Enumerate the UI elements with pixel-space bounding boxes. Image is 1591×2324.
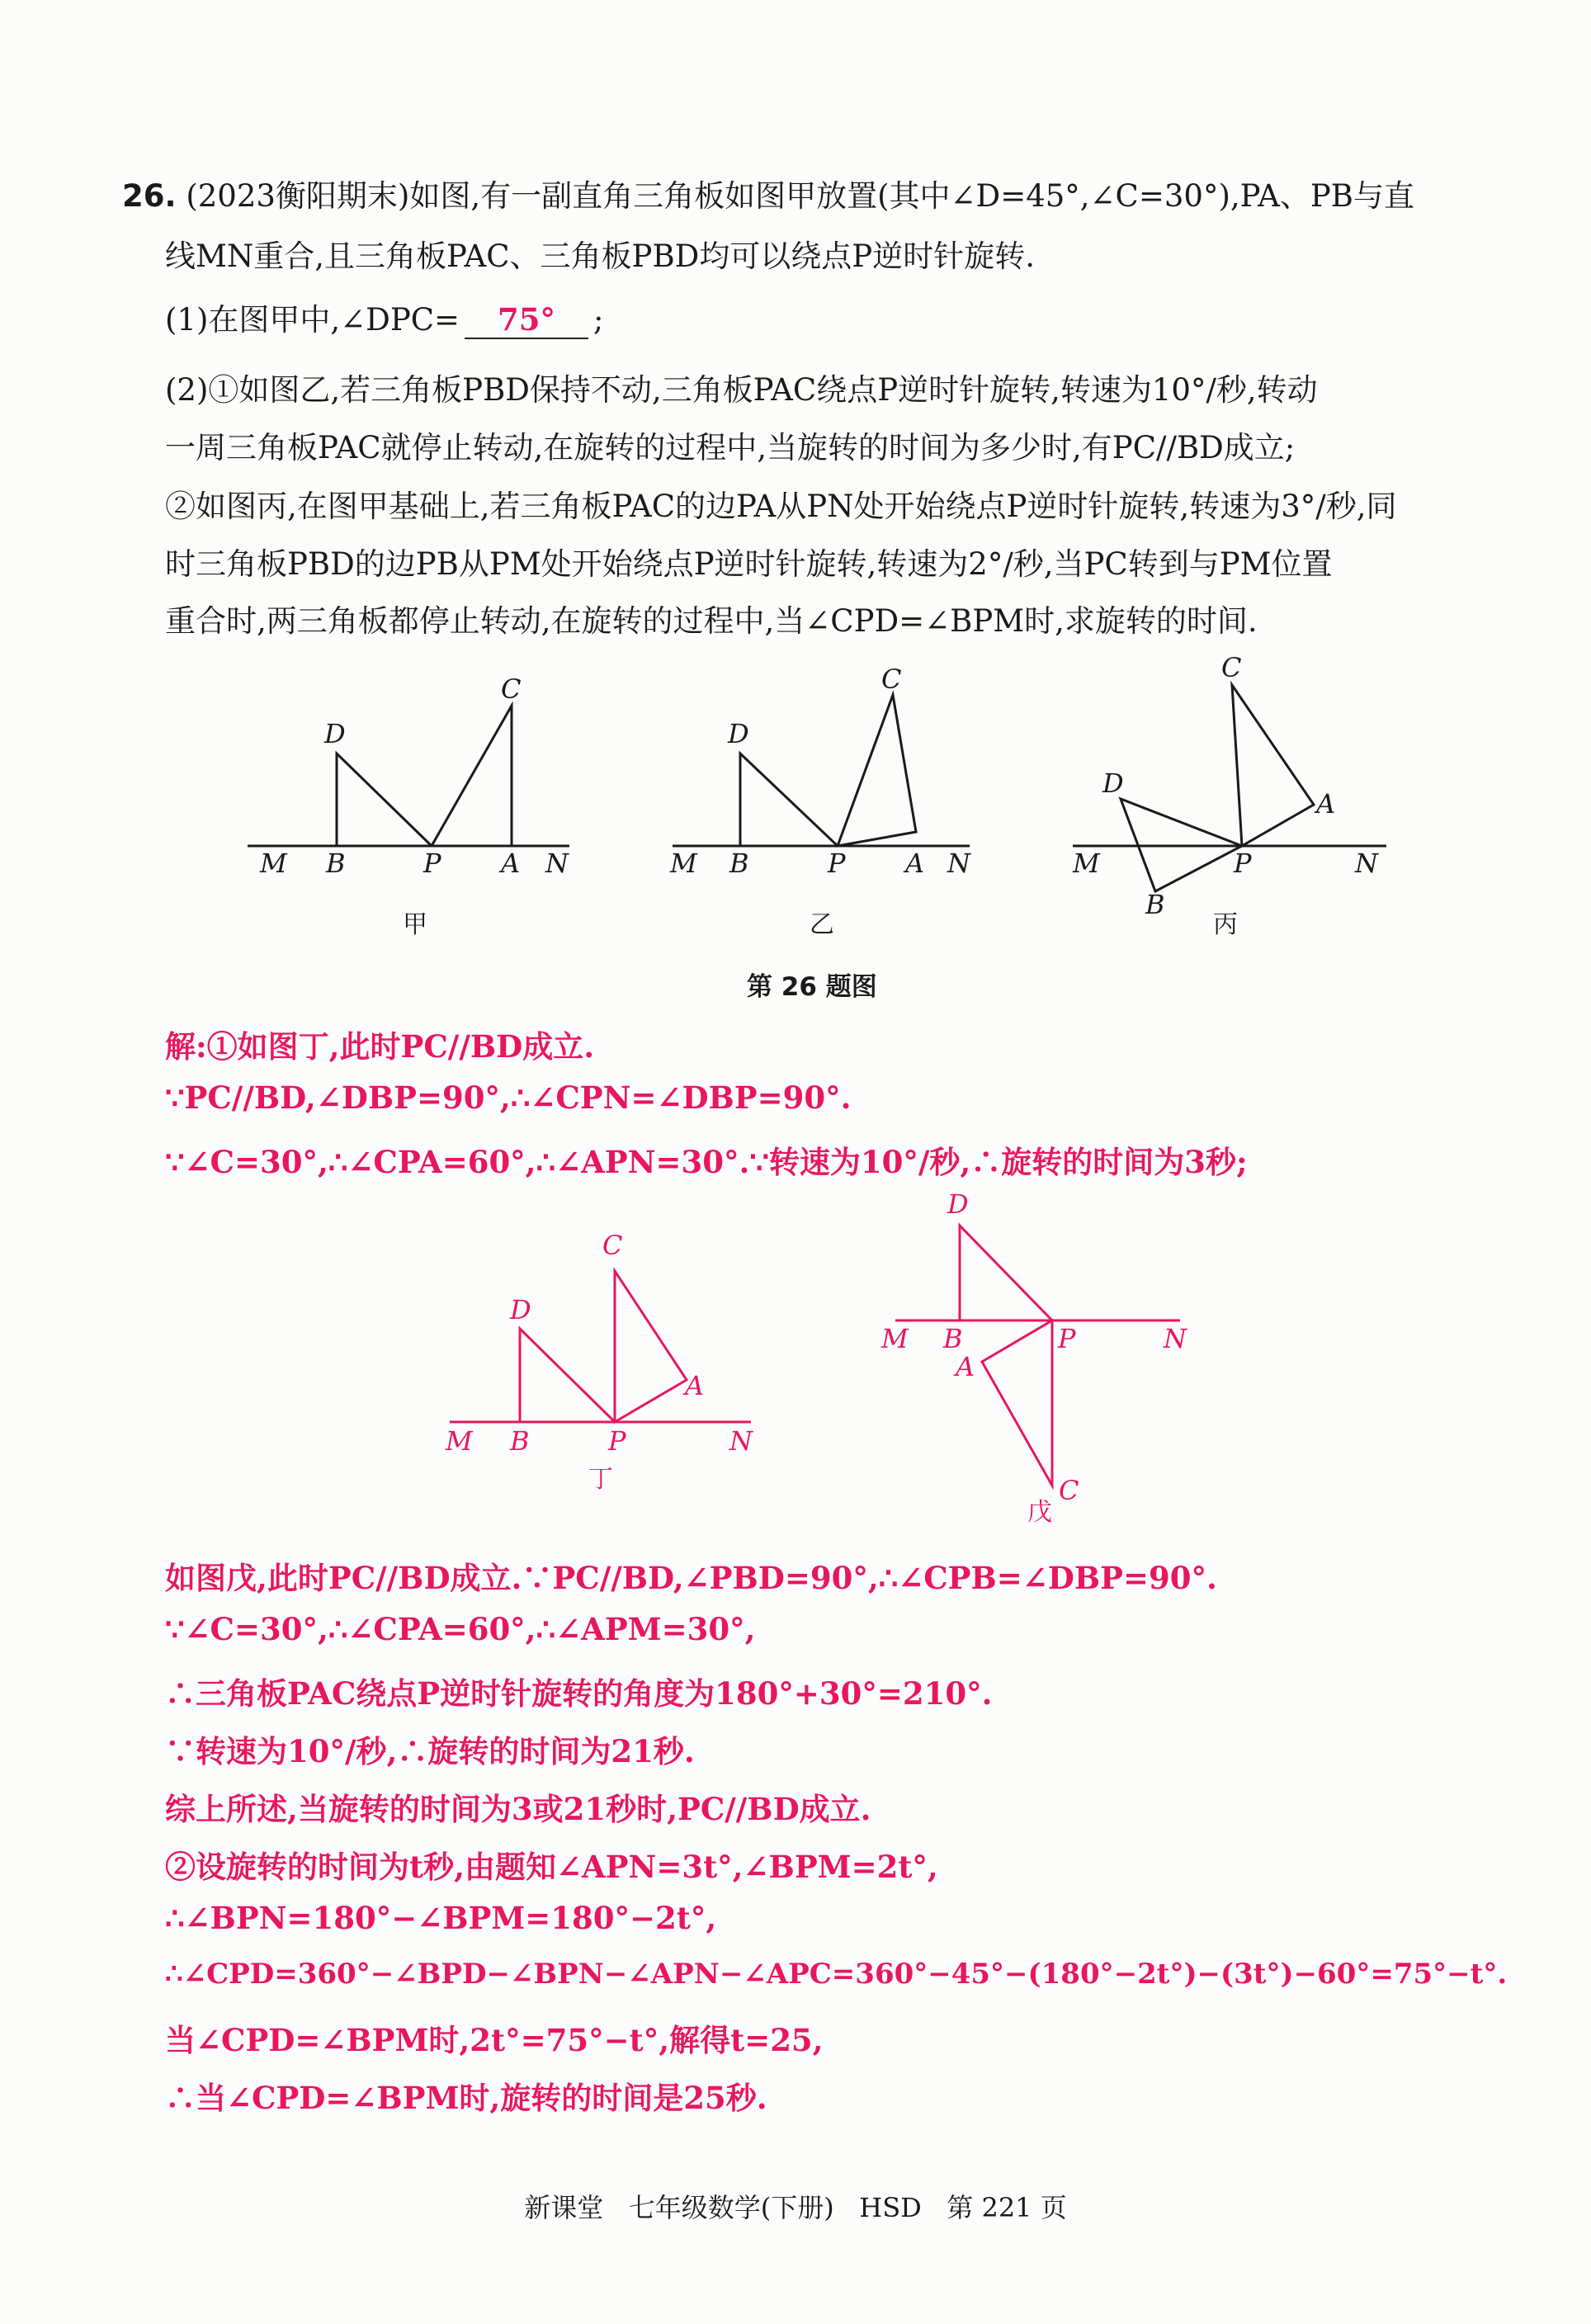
solution-line-4: 如图戊,此时PC//BD成立.∵PC//BD,∠PBD=90°,∴∠CPB=∠DBP=90°. bbox=[165, 1560, 1217, 1596]
fig-wu-label-d: D bbox=[947, 1188, 969, 1220]
fig-ding-label-d: D bbox=[510, 1294, 531, 1325]
fig-wu-label-c: C bbox=[1059, 1475, 1079, 1506]
solution-line-10: ∴∠BPN=180°−∠BPM=180°−2t°, bbox=[165, 1900, 717, 1936]
fig-ding-label-c: C bbox=[602, 1230, 623, 1261]
fig-jia-triangle-pbd bbox=[337, 753, 432, 846]
fig-yi-label-m: M bbox=[670, 848, 697, 879]
fig-bing-triangle-pac bbox=[1232, 685, 1314, 846]
fig-yi-label-c: C bbox=[881, 664, 902, 695]
fig-wu-triangle-pac bbox=[982, 1320, 1052, 1486]
fig-ding-triangle-pac bbox=[615, 1271, 687, 1422]
solution-line-11: ∴∠CPD=360°−∠BPD−∠BPN−∠APN−∠APC=360°−45°−(180°−2t°)−(3t°)−60°=75°−t°. bbox=[165, 1958, 1508, 1991]
question-part1 bbox=[165, 295, 604, 339]
fig-jia-triangle-pac bbox=[432, 706, 512, 846]
fig-yi-label-a: A bbox=[905, 848, 925, 879]
fig-ding-label-a: A bbox=[685, 1370, 705, 1401]
question-number: 26. bbox=[122, 178, 177, 214]
fig-ding-label-b: B bbox=[510, 1425, 530, 1457]
fig-ding-label-p: P bbox=[608, 1425, 626, 1457]
fig-yi-label-d: D bbox=[728, 718, 749, 749]
fig-yi-triangle-pac bbox=[838, 695, 916, 846]
fig-yi-label-n: N bbox=[947, 848, 970, 879]
fig-wu-label-n: N bbox=[1164, 1323, 1187, 1354]
fig-yi-triangle-pbd bbox=[740, 753, 838, 846]
fig-jia-label-b: B bbox=[326, 848, 346, 879]
solution-line-9: ②设旋转的时间为t秒,由题知∠APN=3t°,∠BPM=2t°, bbox=[165, 1849, 938, 1885]
question-line-2: 线MN重合,且三角板PAC、三角板PBD均可以绕点P逆时针旋转. bbox=[165, 239, 1035, 274]
part2-line-3: ②如图丙,在图甲基础上,若三角板PAC的边PA从PN处开始绕点P逆时针旋转,转速为3°/秒,同 bbox=[165, 489, 1397, 524]
fig-bing-caption: 丙 bbox=[1213, 910, 1238, 939]
fig-yi-caption: 乙 bbox=[810, 910, 834, 939]
fig-jia-label-p: P bbox=[423, 848, 441, 879]
fig-jia-label-d: D bbox=[324, 718, 346, 749]
fig-jia-label-a: A bbox=[501, 848, 521, 879]
fig-bing-label-c: C bbox=[1221, 652, 1242, 683]
fig-jia-label-n: N bbox=[545, 848, 569, 879]
fig-wu-caption: 戊 bbox=[1027, 1498, 1052, 1527]
fig-wu-label-a: A bbox=[956, 1351, 975, 1382]
figure-caption: 第 26 题图 bbox=[747, 972, 877, 1002]
fig-ding-caption: 丁 bbox=[588, 1465, 613, 1494]
fig-wu-label-m: M bbox=[881, 1323, 909, 1354]
solution-line-5: ∵∠C=30°,∴∠CPA=60°,∴∠APM=30°, bbox=[165, 1611, 756, 1647]
fig-jia-label-c: C bbox=[501, 673, 522, 705]
solution-line-6: ∴三角板PAC绕点P逆时针旋转的角度为180°+30°=210°. bbox=[165, 1675, 993, 1712]
question-text-1: (2023衡阳期末)如图,有一副直角三角板如图甲放置(其中∠D=45°,∠C=30°),PA、PB与直 bbox=[186, 178, 1414, 214]
solution-line-8: 综上所述,当旋转的时间为3或21秒时,PC//BD成立. bbox=[165, 1791, 871, 1827]
page-footer: 新课堂 七年级数学(下册) HSD 第 221 页 bbox=[524, 2192, 1067, 2223]
part1-answer: 75° bbox=[465, 301, 588, 339]
solution-line-7: ∵转速为10°/秒,∴旋转的时间为21秒. bbox=[165, 1733, 695, 1769]
part2-line-2: 一周三角板PAC就停止转动,在旋转的过程中,当旋转的时间为多少时,有PC//BD成立; bbox=[165, 430, 1296, 465]
figures-solution bbox=[0, 1180, 1591, 1527]
fig-wu-triangle-pbd bbox=[960, 1226, 1052, 1320]
fig-ding-label-n: N bbox=[729, 1425, 753, 1457]
solution-line-3: ∵∠C=30°,∴∠CPA=60°,∴∠APN=30°.∵转速为10°/秒,∴旋转的时间为3秒; bbox=[165, 1144, 1248, 1180]
solution-line-13: ∴当∠CPD=∠BPM时,旋转的时间是25秒. bbox=[165, 2080, 767, 2116]
fig-bing-label-d: D bbox=[1102, 768, 1124, 799]
part2-line-5: 重合时,两三角板都停止转动,在旋转的过程中,当∠CPD=∠BPM时,求旋转的时间. bbox=[165, 603, 1258, 639]
solution-line-1: 解:①如图丁,此时PC//BD成立. bbox=[165, 1028, 595, 1065]
fig-jia-caption: 甲 bbox=[403, 910, 427, 939]
solution-line-12: 当∠CPD=∠BPM时,2t°=75°−t°,解得t=25, bbox=[165, 2022, 824, 2058]
part2-line-1: (2)①如图乙,若三角板PBD保持不动,三角板PAC绕点P逆时针旋转,转速为10°/秒,转动 bbox=[165, 372, 1318, 408]
solution-line-2: ∵PC//BD,∠DBP=90°,∴∠CPN=∠DBP=90°. bbox=[165, 1079, 852, 1116]
fig-wu-label-b: B bbox=[943, 1323, 963, 1354]
part1-suffix: ; bbox=[593, 302, 604, 338]
fig-ding-label-m: M bbox=[446, 1425, 473, 1457]
part1-prefix: (1)在图甲中,∠DPC= bbox=[165, 302, 460, 338]
fig-jia-label-m: M bbox=[260, 848, 287, 879]
fig-wu-label-p: P bbox=[1058, 1323, 1076, 1354]
fig-bing-label-b: B bbox=[1145, 889, 1165, 920]
fig-bing-label-a: A bbox=[1316, 788, 1336, 820]
fig-ding-triangle-pbd bbox=[520, 1329, 615, 1422]
figures-top bbox=[0, 644, 1591, 990]
fig-bing-label-m: M bbox=[1073, 848, 1100, 879]
part2-line-4: 时三角板PBD的边PB从PM处开始绕点P逆时针旋转,转速为2°/秒,当PC转到与PM位置 bbox=[165, 546, 1333, 582]
fig-yi-label-p: P bbox=[828, 848, 846, 879]
fig-bing-label-p: P bbox=[1234, 848, 1252, 879]
question-line-1 bbox=[122, 171, 1414, 215]
fig-bing-label-n: N bbox=[1355, 848, 1378, 879]
fig-yi-label-b: B bbox=[729, 848, 749, 879]
